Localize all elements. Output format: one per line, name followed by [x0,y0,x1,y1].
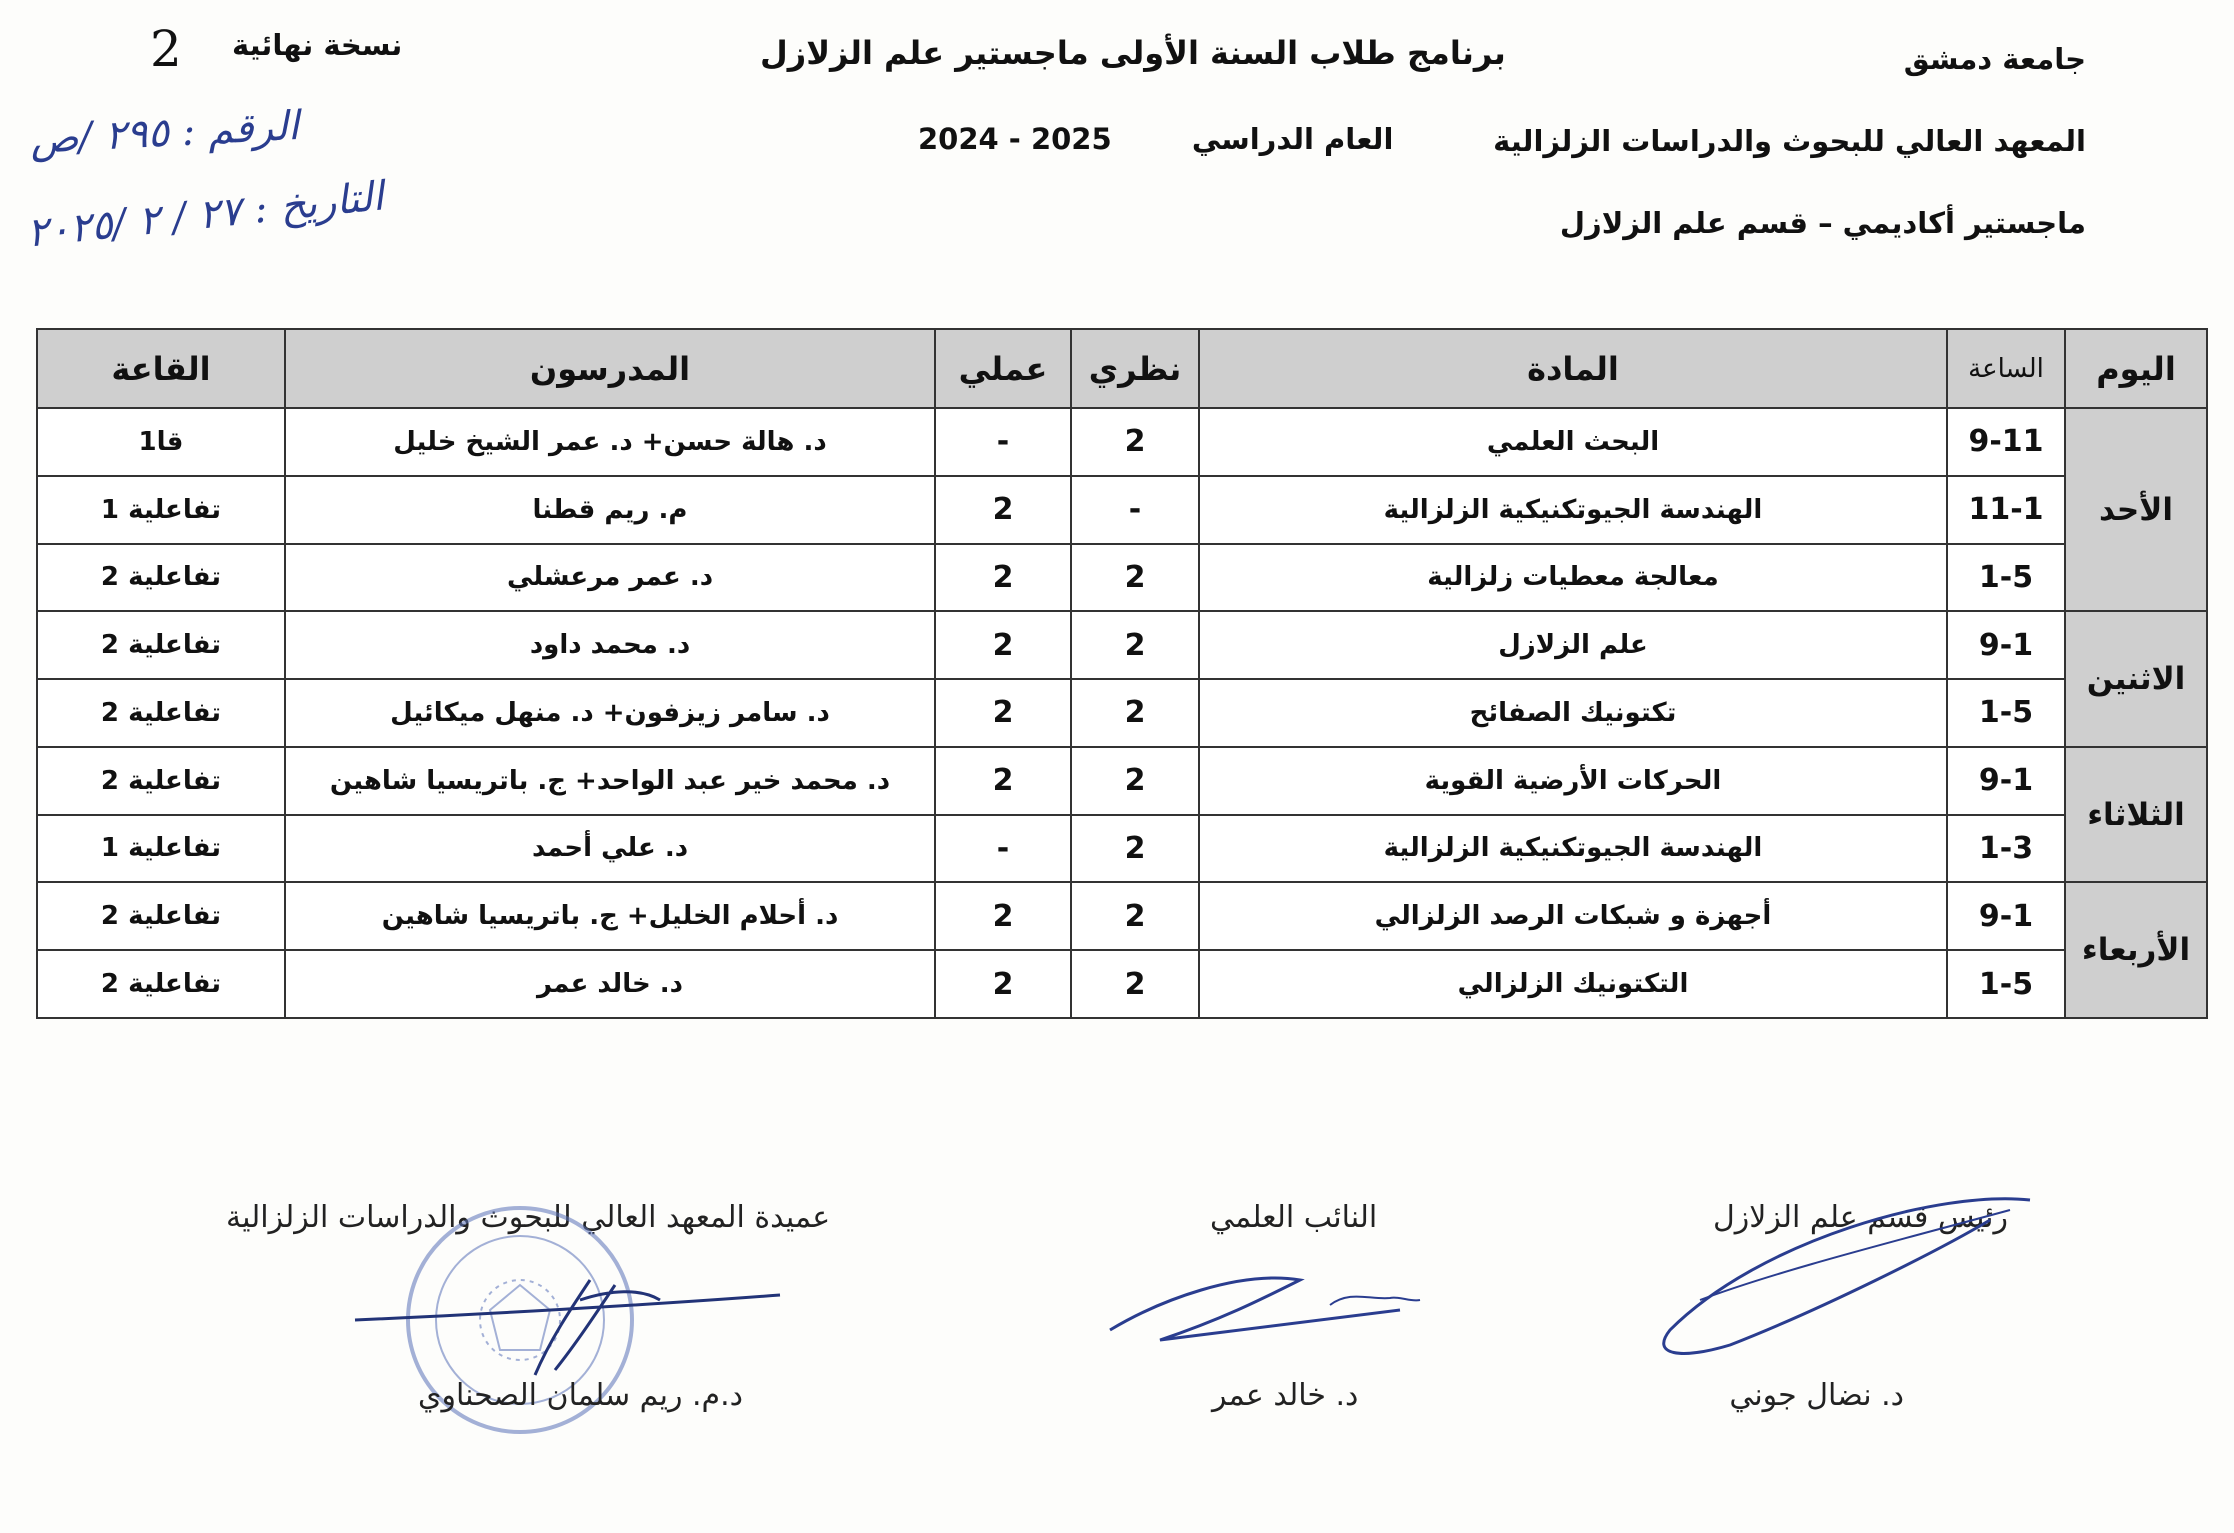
hall-cell: تفاعلية 2 [37,747,285,815]
hall-cell: قا1 [37,408,285,476]
table-row [37,408,2207,476]
day-cell: الأحد [2065,408,2207,611]
hour-cell: 1-3 [1947,815,2065,883]
col-header-instructors: المدرسون [285,329,935,408]
subject-cell: البحث العلمي [1199,408,1947,476]
university-name: جامعة دمشق [1903,42,2086,76]
instructors-cell: د. أحلام الخليل+ ج. باتريسيا شاهين [285,882,935,950]
handwritten-ref-number: الرقم : ٢٩٥ /ص [28,102,301,164]
institute-name: المعهد العالي للبحوث والدراسات الزلزالية [1493,124,2086,158]
subject-cell: الحركات الأرضية القوية [1199,747,1947,815]
practical-cell: 2 [935,544,1071,612]
theory-cell: 2 [1071,408,1199,476]
table-row [37,679,2207,747]
dean-signature-mark [350,1270,790,1380]
hour-cell: 11-1 [1947,476,2065,544]
final-copy-label: نسخة نهائية [232,28,403,62]
day-cell: الاثنين [2065,611,2207,747]
academic-year [918,122,1393,156]
col-header-practical: عملي [935,329,1071,408]
handwritten-date: التاريخ : ٢٧ / ٢ /٢٠٢٥ [24,173,386,257]
head-signature-name: د. نضال جوني [1729,1378,1904,1413]
subject-cell: الهندسة الجيوتكنيكية الزلزالية [1199,476,1947,544]
practical-cell: 2 [935,611,1071,679]
hour-cell: 1-5 [1947,544,2065,612]
col-header-hour: الساعة [1947,329,2065,408]
hour-cell: 9-1 [1947,747,2065,815]
instructors-cell: م. ريم قطنا [285,476,935,544]
table-row [37,882,2207,950]
program-name: ماجستير أكاديمي – قسم علم الزلازل [1559,206,2086,240]
table-row [37,476,2207,544]
practical-cell: - [935,815,1071,883]
practical-cell: 2 [935,476,1071,544]
table-row [37,950,2207,1018]
academic-year-value: 2024 - 2025 [918,122,1112,156]
practical-cell: 2 [935,747,1071,815]
hall-cell: تفاعلية 1 [37,815,285,883]
head-signature-mark [1640,1180,2040,1370]
copy-number: 2 [150,20,182,78]
deputy-signature-mark [1100,1260,1430,1350]
hall-cell: تفاعلية 2 [37,544,285,612]
col-header-subject: المادة [1199,329,1947,408]
col-header-day: اليوم [2065,329,2207,408]
theory-cell: 2 [1071,679,1199,747]
subject-cell: الهندسة الجيوتكنيكية الزلزالية [1199,815,1947,883]
practical-cell: - [935,408,1071,476]
theory-cell: 2 [1071,611,1199,679]
head-signature-title: رئيس قسم علم الزلازل [1712,1200,2008,1235]
hall-cell: تفاعلية 1 [37,476,285,544]
dean-signature-title: عميدة المعهد العالي للبحوث والدراسات الزلزالية [226,1200,831,1235]
hall-cell: تفاعلية 2 [37,882,285,950]
practical-cell: 2 [935,679,1071,747]
hall-cell: تفاعلية 2 [37,611,285,679]
hour-cell: 9-1 [1947,611,2065,679]
instructors-cell: د. محمد خير عبد الواحد+ ج. باتريسيا شاهين [285,747,935,815]
deputy-signature-title: النائب العلمي [1210,1200,1378,1235]
subject-cell: التكتونيك الزلزالي [1199,950,1947,1018]
theory-cell: 2 [1071,747,1199,815]
theory-cell: - [1071,476,1199,544]
instructors-cell: د. علي أحمد [285,815,935,883]
table-row [37,544,2207,612]
hour-cell: 1-5 [1947,950,2065,1018]
hall-cell: تفاعلية 2 [37,950,285,1018]
academic-year-label: العام الدراسي [1191,122,1394,156]
hour-cell: 9-11 [1947,408,2065,476]
day-cell: الأربعاء [2065,882,2207,1018]
instructors-cell: د. عمر مرعشلي [285,544,935,612]
subject-cell: تكتونيك الصفائح [1199,679,1947,747]
subject-cell: علم الزلازل [1199,611,1947,679]
subject-cell: أجهزة و شبكات الرصد الزلزالي [1199,882,1947,950]
table-header-row [37,329,2207,408]
practical-cell: 2 [935,882,1071,950]
theory-cell: 2 [1071,815,1199,883]
theory-cell: 2 [1071,544,1199,612]
subject-cell: معالجة معطيات زلزالية [1199,544,1947,612]
dean-signature-name: د.م. ريم سلمان الصحناوي [418,1378,744,1413]
theory-cell: 2 [1071,950,1199,1018]
day-cell: الثلاثاء [2065,747,2207,883]
instructors-cell: د. سامر زيزفون+ د. منهل ميكائيل [285,679,935,747]
hour-cell: 1-5 [1947,679,2065,747]
document-title: برنامج طلاب السنة الأولى ماجستير علم الزلازل [760,34,1506,72]
schedule-table [36,328,2206,1019]
instructors-cell: د. خالد عمر [285,950,935,1018]
practical-cell: 2 [935,950,1071,1018]
table-row [37,815,2207,883]
table-row [37,747,2207,815]
theory-cell: 2 [1071,882,1199,950]
col-header-hall: القاعة [37,329,285,408]
hour-cell: 9-1 [1947,882,2065,950]
instructors-cell: د. هالة حسن+ د. عمر الشيخ خليل [285,408,935,476]
col-header-theory: نظري [1071,329,1199,408]
hall-cell: تفاعلية 2 [37,679,285,747]
instructors-cell: د. محمد داود [285,611,935,679]
table-row [37,611,2207,679]
deputy-signature-name: د. خالد عمر [1212,1378,1359,1413]
